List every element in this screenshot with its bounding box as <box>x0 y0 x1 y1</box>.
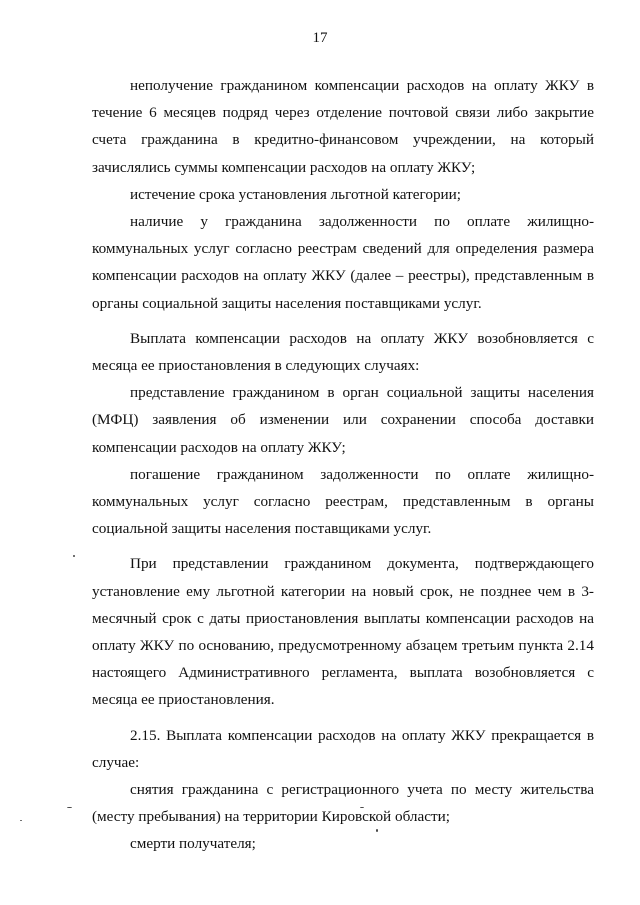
paragraph-application: представление гражданином в орган социальной защиты населения (МФЦ) заявления об изменении или сохранении способа доставки компенсации расходов на оплату ЖКУ; <box>92 384 594 456</box>
scan-speck <box>360 807 364 808</box>
scan-speck <box>376 829 378 832</box>
paragraph-debt: наличие у гражданина задолженности по оплате жилищно-коммунальных услуг согласно реестрам сведений для определения размера компенсации расходов на оплату ЖКУ (далее – реестры), представленным в органы социальной защиты населения поставщиками услуг. <box>92 213 594 312</box>
scan-speck <box>73 555 75 557</box>
paragraph-non-receipt: неполучение гражданином компенсации расходов на оплату ЖКУ в течение 6 месяцев подряд через отделение почтовой связи либо закрытие счета гражданина в кредитно-финансовом учреждении, на который зачислялись суммы компенсации расходов на оплату ЖКУ; <box>92 77 594 176</box>
scan-speck <box>67 807 72 808</box>
document-body <box>92 72 594 858</box>
paragraph-debt-repayment: погашение гражданином задолженности по оплате жилищно-коммунальных услуг согласно реестрам, представленным в органы социальной защиты населения поставщиками услуг. <box>92 465 594 538</box>
paragraph-new-term-document: При представлении гражданином документа, подтверждающего установление ему льготной категории на новый срок, не позднее чем в 3-месячный срок с даты приостановления выплаты компенсации расходов на оплату ЖКУ по основанию, предусмотренному абзацем третьим пункта 2.14 настоящего Административного регламента, выплата возобновляется с месяца ее приостановления. <box>92 555 594 709</box>
paragraph-deregistration: снятия гражданина с регистрационного учета по месту жительства (месту пребывания) на территории Кировской области; <box>92 781 594 826</box>
paragraph-resumption-intro: Выплата компенсации расходов на оплату ЖКУ возобновляется с месяца ее приостановления в следующих случаях: <box>92 329 594 375</box>
page-number: 17 <box>312 30 328 46</box>
scan-speck <box>20 820 22 821</box>
paragraph-section-2-15: 2.15. Выплата компенсации расходов на оплату ЖКУ прекращается в случае: <box>92 726 594 771</box>
paragraph-category-expiry: истечение срока установления льготной категории; <box>130 185 462 203</box>
paragraph-death: смерти получателя; <box>130 835 256 853</box>
